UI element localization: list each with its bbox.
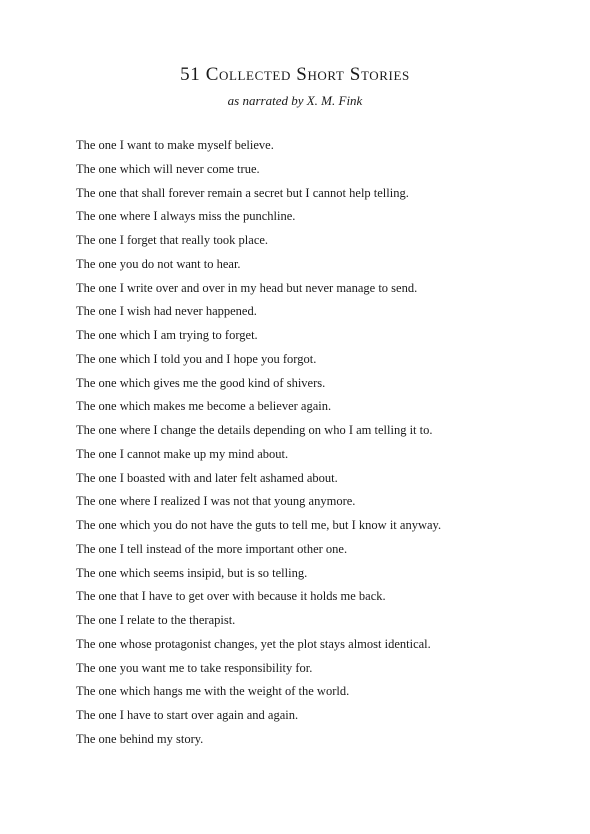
story-line: The one you do not want to hear. [76,256,241,271]
story-line: The one behind my story. [76,731,204,746]
story-line: The one I boasted with and later felt ashamed about. [76,470,338,485]
story-line: The one that shall forever remain a secret but I cannot help telling. [76,185,409,200]
story-line: The one which seems insipid, but is so telling. [76,565,308,580]
story-line: The one which will never come true. [76,161,260,176]
story-line: The one which gives me the good kind of shivers. [76,375,326,390]
story-line: The one which makes me become a believer again. [76,399,332,414]
story-line: The one I want to make myself believe. [76,138,274,152]
story-line: The one which I told you and I hope you forgot. [76,351,317,366]
story-line: The one I wish had never happened. [76,304,257,319]
story-line: The one where I always miss the punchline. [76,209,296,224]
story-line: The one I tell instead of the more important other one. [76,541,348,556]
story-line: The one that I have to get over with because it holds me back. [76,589,386,604]
story-line: The one I forget that really took place. [76,233,269,247]
document-title: 51 Collected Short Stories [180,64,410,85]
story-line: The one which I am trying to forget. [76,328,258,342]
story-line: The one where I change the details depending on who I am telling it to. [76,423,433,437]
story-line: The one which hangs me with the weight of the world. [76,684,350,699]
story-line: The one which you do not have the guts to tell me, but I know it anyway. [76,518,442,532]
story-line: The one whose protagonist changes, yet the plot stays almost identical. [76,636,431,651]
story-line: The one I cannot make up my mind about. [76,446,289,461]
story-line: The one I write over and over in my head but never manage to send. [76,280,418,295]
story-line: The one you want me to take responsibility for. [76,660,313,675]
document-subtitle: as narrated by X. M. Fink [227,93,363,108]
story-line: The one I relate to the therapist. [76,613,236,627]
story-line: The one where I realized I was not that young anymore. [76,494,356,509]
story-line: The one I have to start over again and again. [76,708,299,722]
story-list [76,136,556,754]
